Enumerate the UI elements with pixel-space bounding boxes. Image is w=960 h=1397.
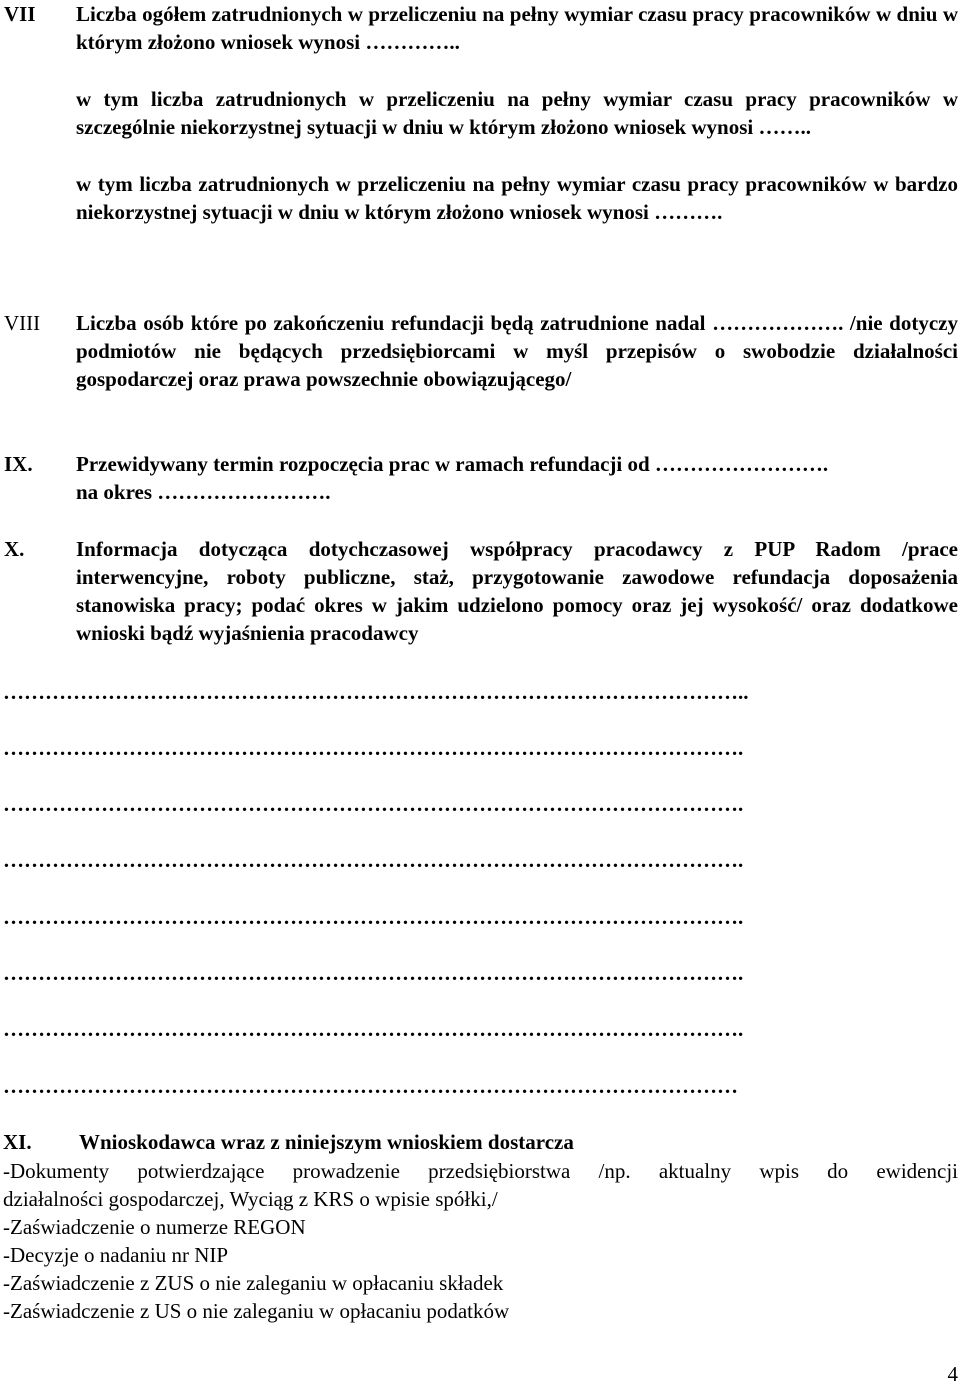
section-body <box>76 450 958 506</box>
answer-line: ……………………………………………………………………………………………. <box>3 736 744 760</box>
list-item: -Decyzje o nadaniu nr NIP <box>3 1243 229 1267</box>
section-number: VII <box>4 2 36 26</box>
list-item: -Zaświadczenie z US o nie zaleganiu w opłacaniu podatków <box>3 1299 510 1323</box>
page-number: 4 <box>947 1362 958 1386</box>
answer-line: ……………………………………………………………………………………………. <box>3 792 744 816</box>
answer-line: ……………………………………………………………………………………………. <box>3 848 744 872</box>
list-item: -Dokumenty potwierdzające prowadzenie przedsiębiorstwa /np. aktualny wpis do ewidencji <box>3 1159 958 1183</box>
answer-line: ……………………………………………………………………………………………. <box>3 905 744 929</box>
required-documents-list <box>3 1157 958 1325</box>
section-body <box>76 535 958 647</box>
section-title: Wnioskodawca wraz z niniejszym wnioskiem dostarcza <box>79 1130 574 1154</box>
cooperation-info-paragraph: Informacja dotycząca dotychczasowej współpracy pracodawcy z PUP Radom /prace interwencyjne, roboty publiczne, staż, przygotowanie zawodowe refundacja doposażenia stanowiska pracy; podać okres w jakim udzielono pomocy oraz jej wysokość/ oraz dodatkowe wnioski bądź wyjaśnienia pracodawcy <box>76 537 958 645</box>
section-number: X. <box>4 537 25 561</box>
answer-line: ……………………………………………………………………………………………. <box>3 961 744 985</box>
answer-line: …………………………………………………………………………………………….. <box>3 680 749 704</box>
answer-line: …………………………………………………………………………………………… <box>3 1074 738 1098</box>
section-body <box>76 0 958 226</box>
continued-employment-paragraph: Liczba osób które po zakończeniu refundacji będą zatrudnione nadal ………………. /nie dotyczy podmiotów nie będących przedsiębiorcami w myśl przepisów o swobodzie działalności gospodarczej oraz prawa powszechnie obowiązującego/ <box>76 311 958 391</box>
severely-disadvantaged-employment-paragraph: w tym liczba zatrudnionych w przeliczeniu na pełny wymiar czasu pracy pracowników w bardzo niekorzystnej sytuacji w dniu w którym złożono wniosek wynosi ………. <box>76 172 958 224</box>
duration-line: na okres ……………………. <box>76 480 331 504</box>
section-number: XI. <box>3 1130 32 1154</box>
list-item: działalności gospodarczej, Wyciąg z KRS o wpisie spółki,/ <box>3 1187 498 1211</box>
answer-line: ……………………………………………………………………………………………. <box>3 1017 744 1041</box>
section-body <box>76 309 958 393</box>
section-number: VIII <box>4 311 41 335</box>
list-item: -Zaświadczenie z ZUS o nie zaleganiu w opłacaniu składek <box>3 1271 504 1295</box>
list-item: -Zaświadczenie o numerze REGON <box>3 1215 306 1239</box>
start-date-line: Przewidywany termin rozpoczęcia prac w ramach refundacji od ……………………. <box>76 452 829 476</box>
disadvantaged-employment-paragraph: w tym liczba zatrudnionych w przeliczeniu na pełny wymiar czasu pracy pracowników w szczególnie niekorzystnej sytuacji w dniu w którym złożono wniosek wynosi …….. <box>76 87 958 139</box>
total-employment-paragraph: Liczba ogółem zatrudnionych w przeliczeniu na pełny wymiar czasu pracy pracowników w dniu w którym złożono wniosek wynosi ………….. <box>76 2 958 54</box>
section-number: IX. <box>4 452 33 476</box>
section-xi-heading <box>3 1128 574 1156</box>
